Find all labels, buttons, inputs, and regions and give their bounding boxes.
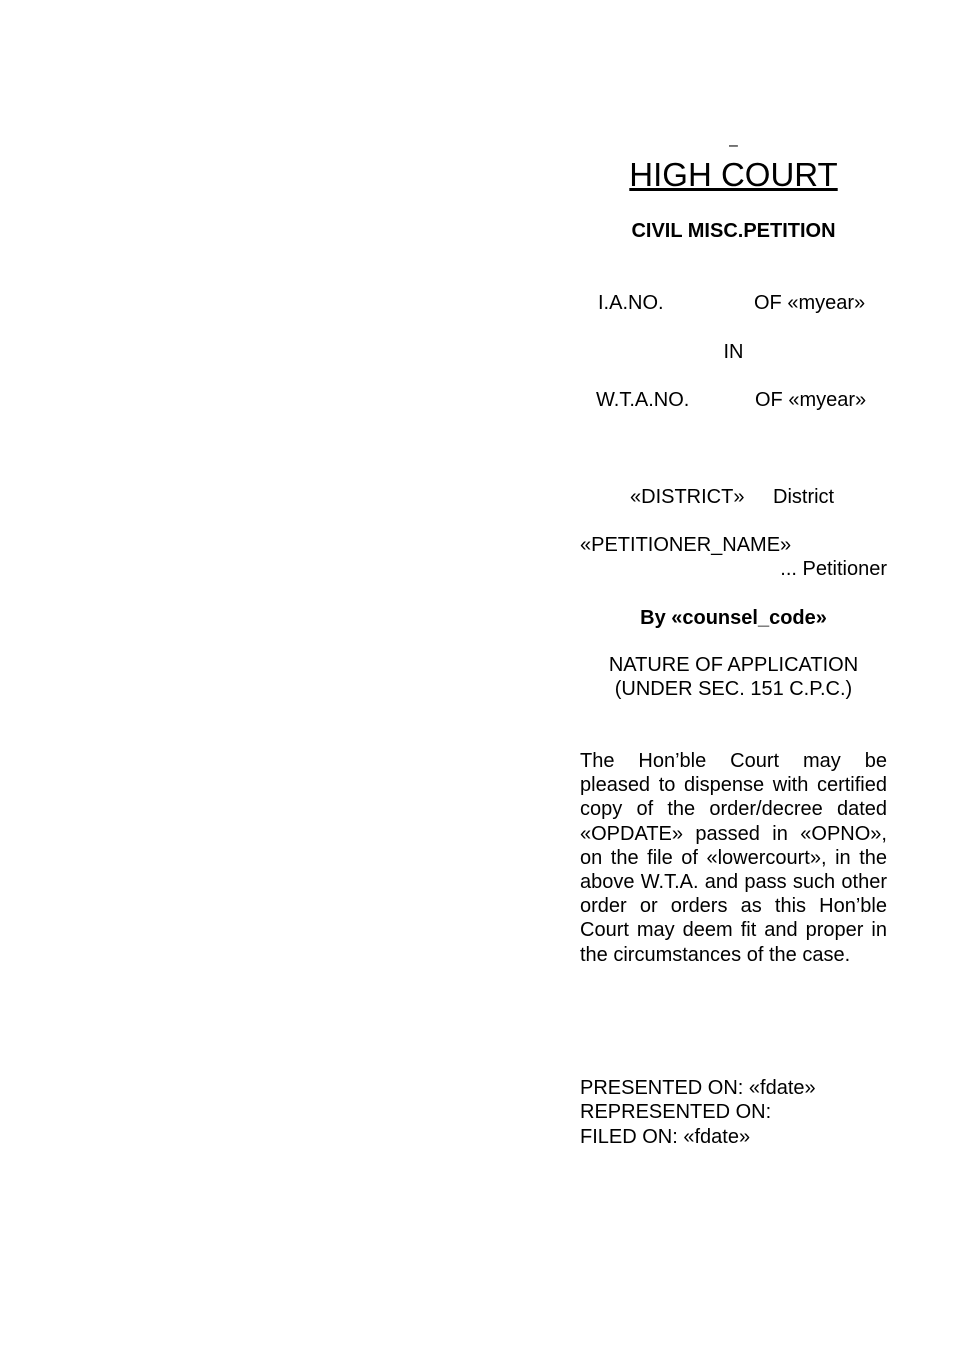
district-label: District (773, 486, 835, 508)
ia-number-line (580, 290, 887, 316)
wta-year: OF «myear» (755, 389, 867, 411)
wta-label: W.T.A.NO. (596, 389, 690, 411)
presented-on: PRESENTED ON: «fdate» (580, 1077, 816, 1099)
ia-label: I.A.NO. (598, 292, 664, 314)
filing-dates (580, 1076, 887, 1149)
petition-type: CIVIL MISC.PETITION (631, 220, 836, 242)
petitioner-name: «PETITIONER_NAME» (580, 534, 792, 556)
in-word: IN (723, 341, 744, 363)
nature-of-application (580, 653, 887, 701)
counsel-line: By «counsel_code» (640, 607, 827, 629)
header-dash: – (729, 137, 738, 154)
court-title: HIGH COURT (629, 156, 838, 193)
wta-number-line (580, 387, 887, 413)
district-line (580, 484, 887, 510)
ia-year: OF «myear» (754, 292, 866, 314)
prayer-paragraph: The Hon’ble Court may be pleased to dispense with certified copy of the order/decree dated «OPDATE» passed in «OPNO», on the file of «lowercourt», in the above W.T.A. and pass such other order or orders as this Hon’ble Court may deem fit and proper in the circumstances of the case. (580, 750, 887, 966)
district-value: «DISTRICT» (630, 486, 745, 508)
petitioner-role: ... Petitioner (780, 558, 887, 580)
filed-on: FILED ON: «fdate» (580, 1125, 751, 1148)
nature-title: NATURE OF APPLICATION (608, 654, 859, 676)
represented-on: REPRESENTED ON: (580, 1101, 772, 1124)
nature-section: (UNDER SEC. 151 C.P.C.) (614, 678, 853, 700)
